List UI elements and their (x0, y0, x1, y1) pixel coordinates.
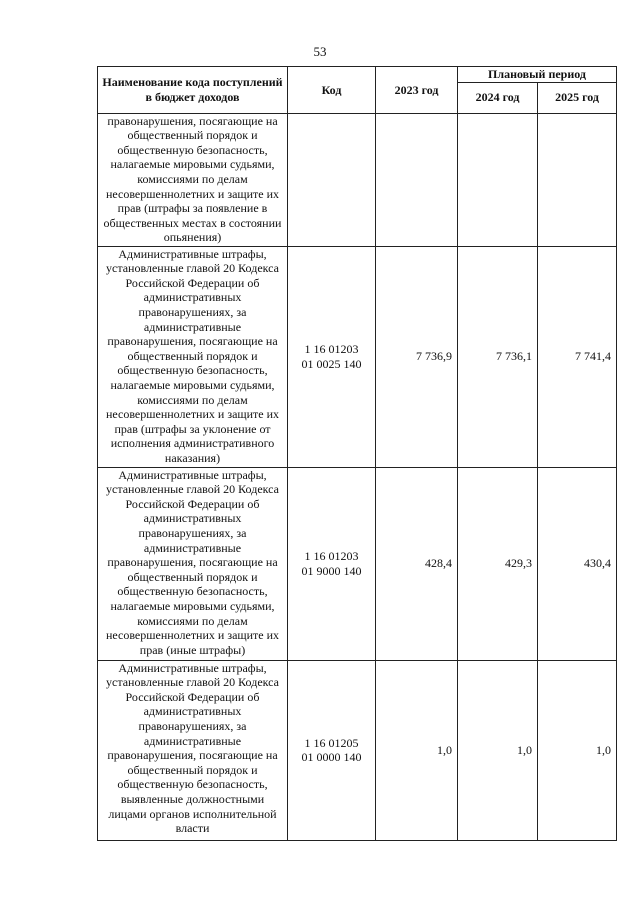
header-planned-period: Плановый период (458, 67, 617, 83)
code-line: 1 16 01203 (304, 549, 359, 563)
code-line: 1 16 01205 (304, 735, 359, 750)
table-row (98, 660, 617, 840)
header-year-2024: 2024 год (458, 82, 538, 113)
row-code (288, 113, 376, 246)
value-2025: 430,4 (538, 467, 617, 660)
code-line: 01 9000 140 (301, 563, 362, 578)
code-line: 01 0025 140 (301, 356, 362, 371)
header-year-2025: 2025 год (538, 82, 617, 113)
row-code (288, 246, 376, 467)
value-2025: 7 741,4 (538, 246, 617, 467)
value-2023: 7 736,9 (376, 246, 458, 467)
row-name: Административные штрафы, установленные главой 20 Кодекса Российской Федерации об административных правонарушениях, за административные правонарушения, посягающие на общественный порядок и общественную безопасность, налагаемые мировыми судьями, комиссиями по делам несовершеннолетних и защите их прав (иные штрафы) (98, 467, 288, 660)
budget-revenue-table (97, 66, 617, 841)
value-2023: 428,4 (376, 467, 458, 660)
value-2024: 7 736,1 (458, 246, 538, 467)
page-number: 53 (313, 44, 327, 59)
code-line: 01 0000 140 (301, 750, 362, 765)
header-name: Наименование кода поступлений в бюджет доходов (98, 67, 288, 114)
value-2023: 1,0 (376, 660, 458, 840)
value-2024: 429,3 (458, 467, 538, 660)
table-row (98, 246, 617, 467)
row-code (288, 467, 376, 660)
row-code (288, 660, 376, 840)
value-2025 (538, 113, 617, 246)
value-2025: 1,0 (538, 660, 617, 840)
table-row (98, 467, 617, 660)
table-row (98, 113, 617, 246)
value-2023 (376, 113, 458, 246)
header-code: Код (288, 67, 376, 114)
row-name: Административные штрафы, установленные главой 20 Кодекса Российской Федерации об административных правонарушениях, за административные правонарушения, посягающие на общественный порядок и общественную безопасность, выявленные должностными лицами органов исполнительной власти (98, 660, 288, 840)
row-name: правонарушения, посягающие на общественный порядок и общественную безопасность, налагаемые мировыми судьями, комиссиями по делам несовершеннолетних и защите их прав (штрафы за появление в общественных местах в состоянии опьянения) (98, 113, 288, 246)
code-line: 1 16 01203 (304, 342, 359, 356)
value-2024: 1,0 (458, 660, 538, 840)
row-name: Административные штрафы, установленные главой 20 Кодекса Российской Федерации об административных правонарушениях, за административные правонарушения, посягающие на общественный порядок и общественную безопасность, налагаемые мировыми судьями, комиссиями по делам несовершеннолетних и защите их прав (штрафы за уклонение от исполнения административного наказания) (98, 246, 288, 467)
header-year-2023: 2023 год (376, 67, 458, 114)
value-2024 (458, 113, 538, 246)
